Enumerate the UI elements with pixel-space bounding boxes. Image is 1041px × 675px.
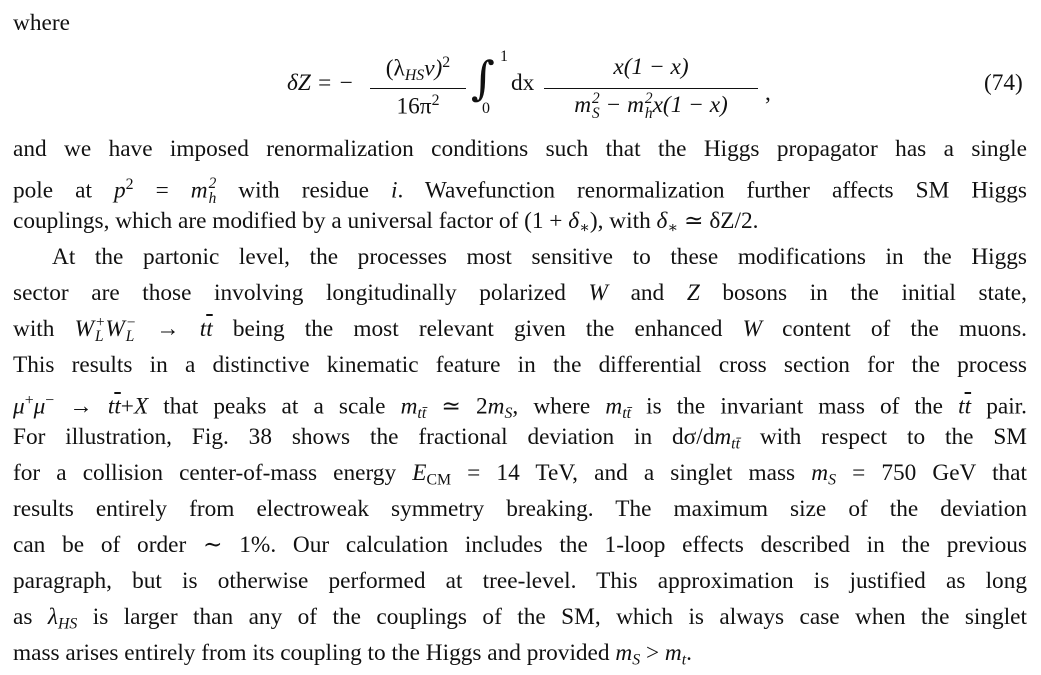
equation-number: (74) [984, 70, 1023, 96]
integral-sign: ∫ [471, 51, 495, 105]
paragraph-1-line-2: pole at $p^2 = m$ 2 h with residue i. Wavefunction renormalization further affects SM Higgs [13, 175, 1027, 208]
fraction-1-denominator: $16\pi^2$ [396, 92, 440, 120]
fraction-1-rule [370, 88, 466, 89]
paragraph-2-line-1: At the partonic level, the processes most sensitive to these modifications in the Higgs [52, 244, 1027, 270]
paragraph-1-line-1: and we have imposed renormalization conditions such that the Higgs propagator has a single [13, 136, 1027, 162]
where-word: where [13, 10, 70, 36]
fraction-1-numerator: $(\lambda_{HS}v)^2$ [385, 54, 451, 85]
paragraph-2-line-2: sector are those involving longitudinally polarized W and Z bosons in the initial state, [13, 280, 1027, 306]
integral-upper-limit: 1 [500, 48, 508, 65]
equation-fraction-1 [370, 54, 466, 124]
paragraph-2-line-5: $\mu^+\mu^- \to t\overline{t}+X$ that peaks at a scale $m_{tt̄}$ ≃ $2m_S$, where $m_{tt̄}$ is the invariant mass of the $t\overline{t}$ pair. [13, 392, 1027, 423]
paragraph-2-line-3: with W + L W − L → $t\overline{t}$ being the most relevant given the enhanced W content of the muons. [13, 313, 1027, 346]
fraction-2-numerator: x(1 − x) [613, 54, 689, 80]
paragraph-2-line-6: For illustration, Fig. 38 shows the fractional deviation in $d\sigma/dm_{tt̄}$ with respect to the SM [13, 424, 1027, 453]
paragraph-1-line-3: couplings, which are modified by a universal factor of $(1 + \delta_∗)$, with $\delta_∗$ ≃ δZ/2. [13, 208, 759, 237]
integral-lower-limit: 0 [482, 100, 490, 117]
fraction-2-denominator: m 2 S − m 2 h x(1 − x) [574, 90, 728, 122]
equation-74 [0, 48, 1041, 124]
paragraph-2-line-9: can be of order ∼ 1%. Our calculation includes the 1-loop effects described in the previous [13, 532, 1027, 558]
where-text [13, 8, 1027, 38]
paragraph-2-line-11: as $\lambda_{HS}$ is larger than any of the couplings of the SM, which is always case when the singlet [13, 604, 1027, 633]
paragraph-2-line-8: results entirely from electroweak symmetry breaking. The maximum size of the deviation [13, 496, 1027, 522]
equation-comma: , [765, 80, 771, 106]
paragraph-2-line-7: for a collision center-of-mass energy $E_{CM} = 14$ TeV, and a singlet mass $m_S = 750$ GeV that [13, 460, 1027, 489]
equation-fraction-2 [544, 54, 758, 124]
equation-lhs: δZ = − [287, 70, 354, 96]
differential-dx: dx [511, 70, 535, 96]
paragraph-2-line-4: This results in a distinctive kinematic feature in the differential cross section for the process [13, 352, 1027, 378]
paragraph-2-line-10: paragraph, but is otherwise performed at tree-level. This approximation is justified as long [13, 568, 1027, 594]
paragraph-2-line-12: mass arises entirely from its coupling to the Higgs and provided $m_S > m_t$. [13, 640, 692, 669]
